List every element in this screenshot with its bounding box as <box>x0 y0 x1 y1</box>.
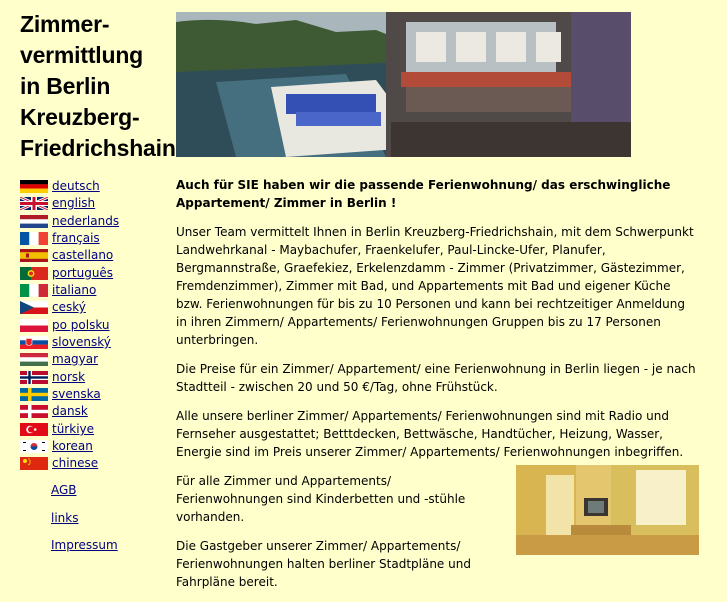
czech-flag-icon <box>20 301 48 314</box>
language-label[interactable]: slovenský <box>52 335 111 349</box>
room-photo <box>516 465 699 555</box>
korea-flag-icon <box>20 440 48 453</box>
language-label[interactable]: svenska <box>52 387 101 401</box>
agb-link[interactable]: AGB <box>51 483 77 497</box>
language-label[interactable]: português <box>52 266 114 280</box>
language-label[interactable]: dansk <box>52 404 88 418</box>
italy-flag-icon <box>20 284 48 297</box>
poland-flag-icon <box>20 319 48 332</box>
amenities-paragraph: Alle unsere berliner Zimmer/ Appartements/ Ferienwohnungen sind mit Radio und Fernseher ausgestattet; Betttdecken, Bettwäsche, Handtücher, Heizung, Wasser, Energie sind im Preis unserer Zimmer/ Appartements/ Ferienwohnungen inbegriffen. <box>176 409 684 459</box>
sweden-flag-icon <box>20 388 48 401</box>
spain-flag-icon <box>20 249 48 262</box>
language-label[interactable]: deutsch <box>52 179 100 193</box>
turkey-flag-icon <box>20 423 48 436</box>
norway-flag-icon <box>20 371 48 384</box>
language-label[interactable]: english <box>52 196 96 210</box>
denmark-flag-icon <box>20 405 48 418</box>
language-label[interactable]: nederlands <box>52 214 120 228</box>
uk-flag-icon <box>20 197 48 210</box>
language-label[interactable]: castellano <box>52 248 114 262</box>
china-flag-icon <box>20 457 48 470</box>
hosts-paragraph: Die Gastgeber unserer Zimmer/ Appartements/ Ferienwohnungen halten berliner Stadtpläne und Fahrpläne bereit. <box>176 539 471 589</box>
language-label[interactable]: français <box>52 231 100 245</box>
lead-paragraph: Auch für SIE haben wir die passende Ferienwohnung/ das erschwingliche Appartement/ Zimmer in Berlin ! <box>176 178 671 210</box>
children-paragraph: Für alle Zimmer und Appartements/ Ferienwohnungen sind Kinderbetten und -stühle vorhanden. <box>176 474 466 524</box>
site-title: Zimmer- vermittlung in Berlin Kreuzberg- Friedrichshain <box>20 11 176 161</box>
portugal-flag-icon <box>20 267 48 280</box>
slovakia-flag-icon <box>20 336 48 349</box>
impressum-link[interactable]: Impressum <box>51 538 118 552</box>
links-link[interactable]: links <box>51 511 79 525</box>
france-flag-icon <box>20 232 48 245</box>
hungary-flag-icon <box>20 353 48 366</box>
language-label[interactable]: türkiye <box>52 422 95 436</box>
canal-boat-photo <box>176 12 631 157</box>
language-label[interactable]: korean <box>52 439 93 453</box>
intro-paragraph: Unser Team vermittelt Ihnen in Berlin Kreuzberg-Friedrichshain, mit dem Schwerpunkt Landwehrkanal - Maybachufer, Fraenkelufer, Paul-Lincke-Ufer, Planufer, Bergmannstraße, Graefekiez, Erkelenzdamm - Zimmer (Privatzimmer, Gästezimmer, Fremdenzimmer), Zimmer mit Bad, und Appartements mit Bad und eigener Küche bzw. Ferienwohnungen für bis zu 10 Personen und kann bei rechtzeitiger Anmeldung in ihren Zimmern/ Appartements/ Ferienwohnungen Gruppen bis zu 17 Personen unterbringen. <box>176 225 694 347</box>
language-label[interactable]: italiano <box>52 283 97 297</box>
netherlands-flag-icon <box>20 215 48 228</box>
prices-paragraph: Die Preise für ein Zimmer/ Appartement/ eine Ferienwohnung in Berlin liegen - je nach Stadtteil - zwischen 20 und 50 €/Tag, ohne Frühstück. <box>176 362 696 394</box>
language-label[interactable]: magyar <box>52 352 99 366</box>
language-label[interactable]: po polsku <box>52 318 110 332</box>
language-label[interactable]: chinese <box>52 456 99 470</box>
germany-flag-icon <box>20 180 48 193</box>
language-label[interactable]: ceský <box>52 300 86 314</box>
language-label[interactable]: norsk <box>52 370 86 384</box>
